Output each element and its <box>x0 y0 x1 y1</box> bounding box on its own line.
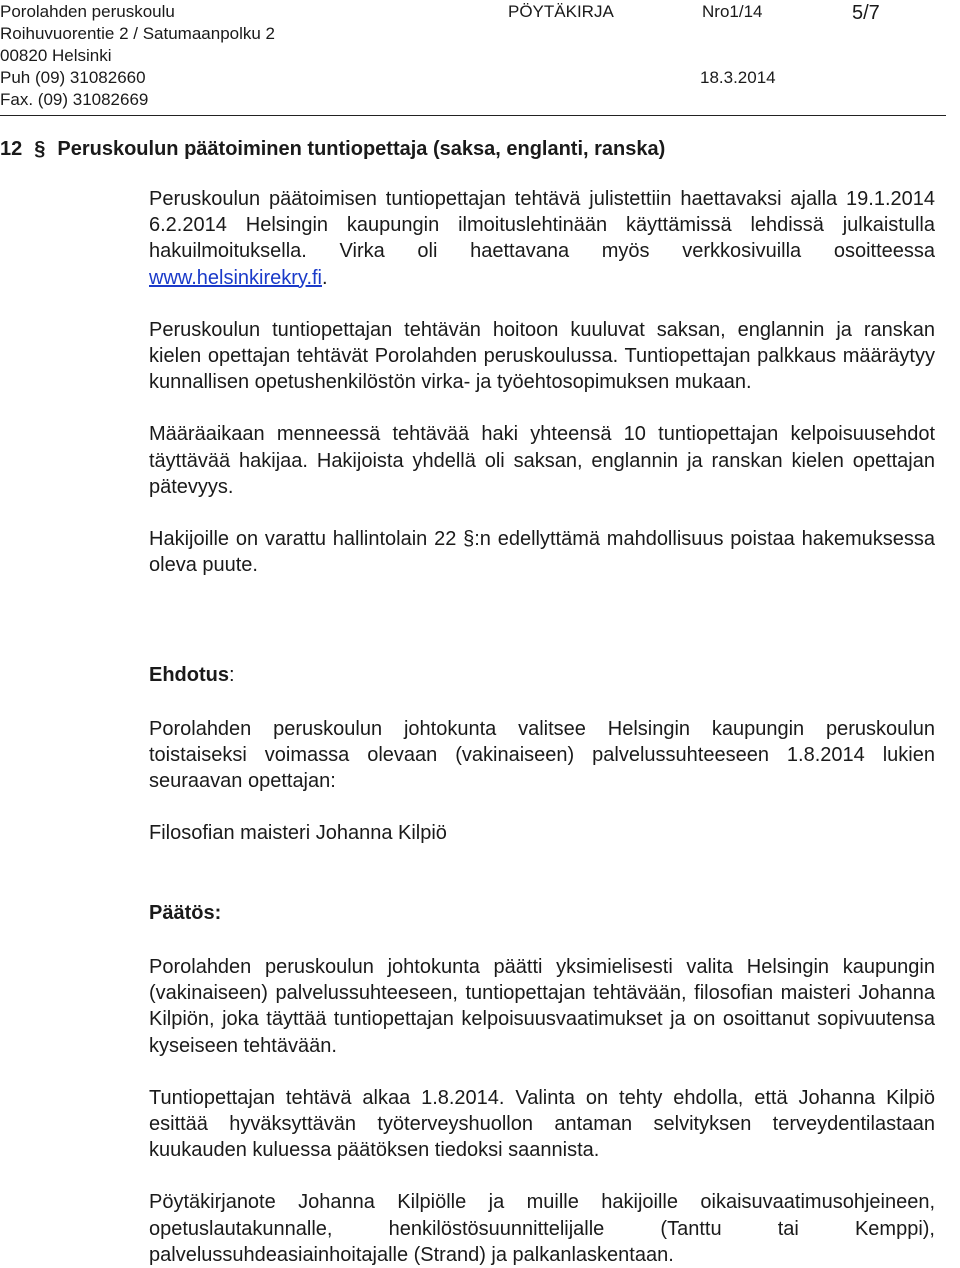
paragraph-duties: Peruskoulun tuntiopettajan tehtävän hoitoon kuuluvat saksan, englannin ja ranskan kielen opettajan tehtävät Porolahden peruskoulussa. Tuntiopettajan palkkaus määräytyy kunnallisen opetushenkilöstön virka- ja työehtosopimuksen mukaan. <box>149 318 935 394</box>
proposal-label-colon: : <box>229 664 235 686</box>
document-type: PÖYTÄKIRJA <box>508 2 614 21</box>
paragraph-application-period <box>149 186 935 291</box>
section-title: Peruskoulun päätoiminen tuntiopettaja (saksa, englanti, ranska) <box>57 138 666 160</box>
decision-paragraph-start: Tuntiopettajan tehtävä alkaa 1.8.2014. Valinta on tehty ehdolla, että Johanna Kilpiö esittää hyväksyttävän työterveyshuollon antaman selvityksen terveydentilastaan kuukauden kuluessa päätöksen tiedoksi saannista. <box>149 1086 935 1162</box>
proposal-person-text: Filosofian maisteri Johanna Kilpiö <box>149 822 447 844</box>
paragraph-text: Peruskoulun päätoimisen tuntiopettajan tehtävä julistettiin haettavaksi ajalla 19.1.2014 6.2.2014 Helsingin kaupungin ilmoituslehtinään käyttämissä lehdissä julkaistulla hakuilmoituksella. Virka oli haettavana myös verkkosivuilla osoitteessa <box>149 188 935 263</box>
spacer <box>149 395 935 421</box>
section-symbol: § <box>463 528 475 551</box>
proposal-label-text: Ehdotus <box>149 664 229 686</box>
decision-paragraph-selection: Porolahden peruskoulun johtokunta päätti yksimielisesti valita Helsingin kaupungin (vakinaiseen) palvelussuhteeseen, tuntiopettajan tehtävään, filosofian maisteri Johanna Kilpiön, joka täyttää tuntiopettajan kelpoisuusvaatimukset ja on osoittanut sopivuutensa kyseiseen tehtävään. <box>149 956 935 1057</box>
spacer <box>149 1163 935 1189</box>
paragraph-end: . <box>322 266 328 289</box>
school-address: Roihuvuorentie 2 / Satumaanpolku 2 <box>0 24 276 43</box>
paragraph-applicants: Määräaikaan menneessä tehtävää haki yhteensä 10 tuntiopettajan kelpoisuusehdot täyttävää hakijaa. Hakijoista yhdellä oli saksan, englannin ja ranskan kielen opettajan pätevyys. <box>149 423 935 498</box>
paragraph-administrative-law <box>149 526 935 578</box>
school-name: Porolahden peruskoulu <box>0 2 175 21</box>
proposal-person <box>149 820 935 846</box>
decision-label-text: Päätös: <box>149 902 222 924</box>
section-heading <box>0 135 665 163</box>
spacer <box>149 500 935 526</box>
proposal-text-block <box>149 716 935 795</box>
phone-number: Puh (09) 31082660 <box>0 68 146 87</box>
header-divider <box>0 115 946 116</box>
main-text <box>149 186 935 578</box>
document-number: Nro1/14 <box>702 2 763 21</box>
paragraph-text: Hakijoille on varattu hallintolain 22 <box>149 528 464 551</box>
section-symbol: § <box>34 138 46 160</box>
decision-paragraph-distribution: Pöytäkirjanote Johanna Kilpiölle ja muille hakijoille oikaisuvaatimusohjeineen, opetuslautakunnalle, henkilöstösuunnittelijalle (Tanttu tai Kemppi), palvelussuhdeasiainhoitajalle (Strand) ja palkanlaskentaan. <box>149 1191 935 1266</box>
spacer <box>149 291 935 317</box>
decision-label <box>149 900 935 926</box>
proposal-label <box>149 662 935 688</box>
document-date: 18.3.2014 <box>700 68 776 87</box>
paragraph-text: :n edellyttämä mahdollisuus poistaa hakemuksessa oleva puute. <box>149 528 935 577</box>
section-number: 12 <box>0 138 23 160</box>
fax-number: Fax. (09) 31082669 <box>0 90 149 109</box>
spacer <box>149 1059 935 1085</box>
recruitment-link[interactable]: www.helsinkirekry.fi <box>149 266 322 289</box>
page-number: 5/7 <box>852 2 880 24</box>
proposal-text: Porolahden peruskoulun johtokunta valitsee Helsingin kaupungin peruskoulun toistaiseksi voimassa olevaan (vakinaiseen) palvelussuhteeseen 1.8.2014 lukien seuraavan opettajan: <box>149 718 935 793</box>
postal-address: 00820 Helsinki <box>0 46 112 65</box>
decision-block <box>149 954 935 1268</box>
